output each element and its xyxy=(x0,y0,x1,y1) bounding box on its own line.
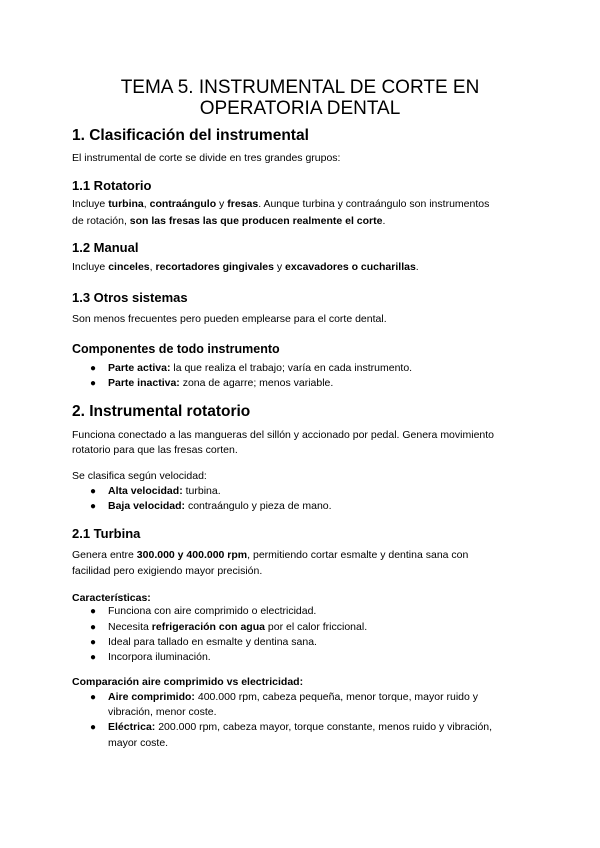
section-2-paragraph-line-2: rotatorio para que las fresas corten. xyxy=(72,444,238,456)
bullet-icon: ● xyxy=(90,363,97,374)
section-1-2-heading: 1.2 Manual xyxy=(72,240,139,255)
section-1-2-text: Incluye cinceles, recortadores gingivales y excavadores o cucharillas. xyxy=(72,261,419,273)
bullet-icon: ● xyxy=(90,501,97,512)
section-2-1-line-2: facilidad pero exigiendo mayor precisión. xyxy=(72,565,263,577)
list-item: Baja velocidad: contraángulo y pieza de mano. xyxy=(108,500,332,512)
section-2-1-heading: 2.1 Turbina xyxy=(72,526,141,541)
list-item: Aire comprimido: 400.000 rpm, cabeza pequeña, menor torque, mayor ruido y xyxy=(108,691,479,703)
list-item: Funciona con aire comprimido o electricidad. xyxy=(108,605,317,617)
list-item-continuation: mayor coste. xyxy=(108,737,169,749)
section-1-1-line-2: de rotación, son las fresas las que producen realmente el corte. xyxy=(72,215,386,227)
list-item: Alta velocidad: turbina. xyxy=(108,485,221,497)
list-item: Necesita refrigeración con agua por el calor friccional. xyxy=(108,621,368,633)
list-item: Parte activa: la que realiza el trabajo; varía en cada instrumento. xyxy=(108,362,413,374)
bullet-icon: ● xyxy=(90,378,97,389)
page-title-line-2: OPERATORIA DENTAL xyxy=(199,98,401,119)
section-2-classification: Se clasifica según velocidad: xyxy=(72,470,207,482)
bullet-icon: ● xyxy=(90,692,97,703)
bullet-icon: ● xyxy=(90,637,97,648)
bullet-icon: ● xyxy=(90,486,97,497)
bullet-icon: ● xyxy=(90,722,97,733)
list-item-continuation: vibración, menor coste. xyxy=(108,706,217,718)
section-1-heading: 1. Clasificación del instrumental xyxy=(72,127,309,144)
comparison-label: Comparación aire comprimido vs electricidad: xyxy=(72,676,304,688)
bullet-icon: ● xyxy=(90,652,97,663)
section-1-1-heading: 1.1 Rotatorio xyxy=(72,178,152,193)
components-heading: Componentes de todo instrumento xyxy=(72,342,280,356)
list-item: Incorpora iluminación. xyxy=(108,651,211,663)
bullet-icon: ● xyxy=(90,606,97,617)
section-1-3-heading: 1.3 Otros sistemas xyxy=(72,290,188,305)
page-title-line-1: TEMA 5. INSTRUMENTAL DE CORTE EN xyxy=(120,77,480,98)
section-2-paragraph-line-1: Funciona conectado a las mangueras del sillón y accionado por pedal. Genera movimiento xyxy=(72,429,494,441)
section-1-1-line-1: Incluye turbina, contraángulo y fresas. Aunque turbina y contraángulo son instrumentos xyxy=(72,198,490,210)
section-2-heading: 2. Instrumental rotatorio xyxy=(72,403,251,420)
characteristics-label: Características: xyxy=(72,592,151,604)
list-item: Ideal para tallado en esmalte y dentina sana. xyxy=(108,636,317,648)
list-item: Parte inactiva: zona de agarre; menos variable. xyxy=(108,377,334,389)
bullet-icon: ● xyxy=(90,622,97,633)
list-item: Eléctrica: 200.000 rpm, cabeza mayor, torque constante, menos ruido y vibración, xyxy=(108,721,493,733)
section-1-intro: El instrumental de corte se divide en tres grandes grupos: xyxy=(72,152,341,164)
section-2-1-line-1: Genera entre 300.000 y 400.000 rpm, permitiendo cortar esmalte y dentina sana con xyxy=(72,549,469,561)
section-1-3-text: Son menos frecuentes pero pueden emplearse para el corte dental. xyxy=(72,313,387,325)
